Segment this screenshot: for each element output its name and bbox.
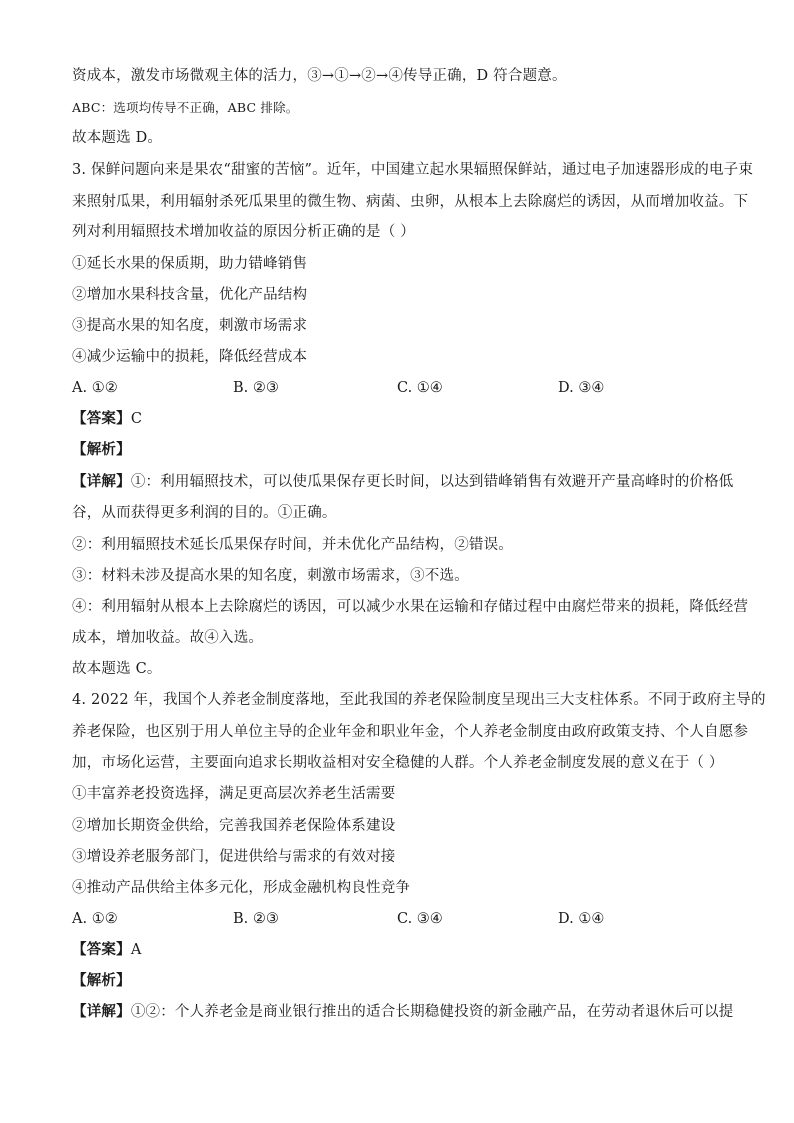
detail-line: ③：材料未涉及提高水果的知名度，刺激市场需求，③不选。 [72, 568, 469, 584]
option-c: C. ①④ [397, 380, 443, 396]
text-line: ABC：选项均传导不正确，ABC 排除。 [72, 100, 299, 115]
option-b: B. ②③ [233, 911, 279, 927]
statement: ②增加水果科技含量，优化产品结构 [72, 287, 308, 303]
statement: ④减少运输中的损耗，降低经营成本 [72, 349, 308, 365]
question-4-stem: 加，市场化运营，主要面向追求长期收益相对安全稳健的人群。个人养老金制度发展的意义在于（ ） [72, 755, 724, 771]
analysis-tag: 【解析】 [72, 972, 131, 989]
statement: ③提高水果的知名度，刺激市场需求 [72, 318, 308, 334]
answer-line [72, 940, 722, 960]
question-3-stem: 3. 保鲜问题向来是果农“甜蜜的苦恼”。近年，中国建立起水果辐照保鲜站，通过电子加速器形成的电子束 [72, 162, 754, 178]
statement: ①丰富养老投资选择，满足更高层次养老生活需要 [72, 786, 396, 802]
question-3-options [72, 378, 722, 398]
statement: ①延长水果的保质期，助力错峰销售 [72, 256, 308, 272]
question-4-stem: 养老保险，也区别于用人单位主导的企业年金和职业年金，个人养老金制度由政府政策支持、个人自愿参 [72, 724, 749, 740]
analysis-tag: 【解析】 [72, 441, 131, 458]
detail-line: ②：利用辐照技术延长瓜果保存时间，并未优化产品结构，②错误。 [72, 537, 513, 553]
detail-line: 谷，从而获得更多利润的目的。①正确。 [72, 505, 337, 521]
answer-line [72, 409, 722, 429]
option-d: D. ③④ [558, 380, 605, 396]
answer-value: C [130, 411, 143, 427]
option-b: B. ②③ [233, 380, 279, 396]
answer-tag: 【答案】 [72, 410, 131, 427]
option-a: A. ①② [72, 380, 118, 396]
detail-line [72, 1002, 734, 1022]
question-3-stem: 来照射瓜果，利用辐射杀死瓜果里的微生物、病菌、虫卵，从根本上去除腐烂的诱因，从而增加收益。下 [72, 194, 749, 210]
option-d: D. ①④ [558, 911, 605, 927]
detail-tag: 【详解】 [72, 473, 131, 490]
text-line: 资成本，激发市场微观主体的活力，③→①→②→④传导正确，D 符合题意。 [72, 68, 567, 84]
conclusion-line: 故本题选 C。 [72, 661, 162, 677]
detail-tag: 【详解】 [72, 1003, 131, 1020]
detail-line: 成本，增加收益。故④入选。 [72, 630, 264, 646]
text-line: 故本题选 D。 [72, 130, 163, 146]
answer-tag: 【答案】 [72, 941, 131, 958]
statement: ②增加长期资金供给，完善我国养老保险体系建设 [72, 818, 396, 834]
question-4-options [72, 909, 722, 929]
statement: ③增设养老服务部门，促进供给与需求的有效对接 [72, 849, 396, 865]
question-3-stem: 列对利用辐照技术增加收益的原因分析正确的是（ ） [72, 224, 415, 240]
detail-text: ①：利用辐照技术，可以使瓜果保存更长时间，以达到错峰销售有效避开产量高峰时的价格低 [130, 474, 734, 490]
detail-line: ④：利用辐射从根本上去除腐烂的诱因，可以减少水果在运输和存储过程中由腐烂带来的损耗，降低经营 [72, 599, 749, 615]
question-4-stem: 4. 2022 年，我国个人养老金制度落地，至此我国的养老保险制度呈现出三大支柱体系。不同于政府主导的 [72, 692, 766, 708]
detail-text: ①②：个人养老金是商业银行推出的适合长期稳健投资的新金融产品，在劳动者退休后可以提 [130, 1004, 734, 1020]
answer-value: A [130, 942, 142, 958]
option-a: A. ①② [72, 911, 118, 927]
option-c: C. ③④ [397, 911, 443, 927]
detail-line [72, 472, 734, 492]
statement: ④推动产品供给主体多元化，形成金融机构良性竞争 [72, 880, 411, 896]
